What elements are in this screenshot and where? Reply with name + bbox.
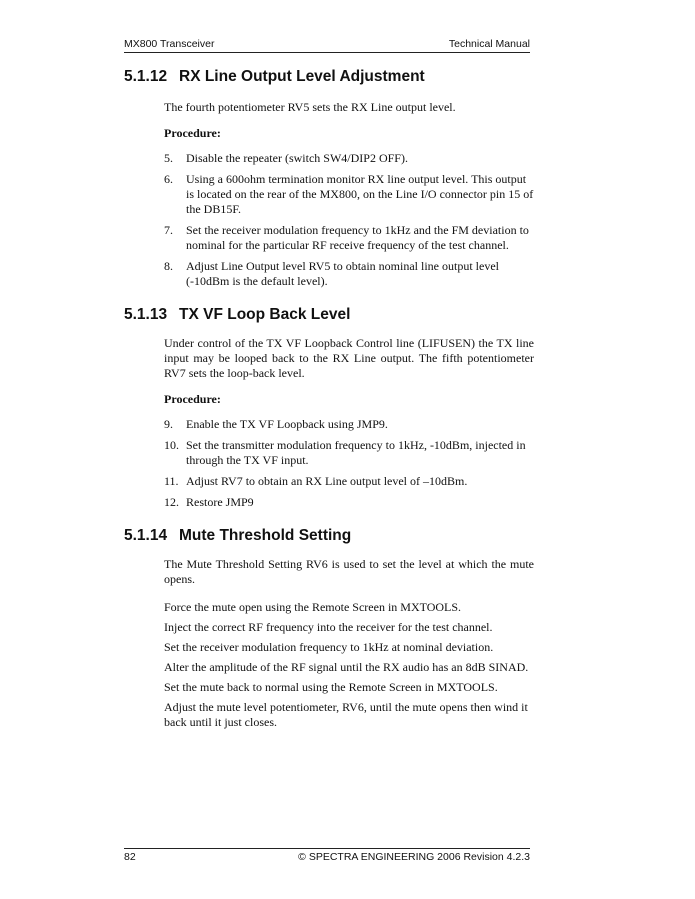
section-tx-vf-loop-back [124,304,534,510]
section-number: 5.1.13 [124,306,168,323]
procedure-step [164,151,534,166]
section-heading [124,525,534,547]
section-number: 5.1.14 [124,527,168,544]
header-manual-type: Technical Manual [448,38,530,50]
step-number: 10. [164,438,179,452]
paragraph: Alter the amplitude of the RF signal until the RX audio has an 8dB SINAD. [164,660,529,674]
step-text: Disable the repeater (switch SW4/DIP2 OFF). [186,151,408,165]
procedure-step [164,259,534,289]
section-mute-threshold [124,525,534,730]
paragraph: Adjust the mute level potentiometer, RV6, until the mute opens then wind it back until it just closes. [164,700,528,729]
section-title: Mute Threshold Setting [179,527,352,544]
procedure-step [164,474,534,489]
section-heading [124,66,534,88]
step-number: 12. [164,495,179,509]
section-title: RX Line Output Level Adjustment [179,68,425,85]
page-header [124,38,530,53]
page-footer [124,848,530,863]
section-title: TX VF Loop Back Level [179,306,351,323]
paragraph: Set the receiver modulation frequency to 1kHz at nominal deviation. [164,640,494,654]
header-document-title: MX800 Transceiver [124,38,215,50]
section-intro: The fourth potentiometer RV5 sets the RX Line output level. [164,100,456,114]
section-number: 5.1.12 [124,68,168,85]
procedure-steps [164,417,534,510]
paragraph: Inject the correct RF frequency into the receiver for the test channel. [164,620,493,634]
step-text: Using a 600ohm termination monitor RX line output level. This output is located on the rear of the MX800, on the Line I/O connector pin 15 of the DB15F. [186,172,534,216]
step-number: 6. [164,172,173,186]
procedure-step [164,438,534,468]
step-text: Set the transmitter modulation frequency to 1kHz, -10dBm, injected in through the TX VF input. [186,438,526,467]
step-number: 7. [164,223,173,237]
procedure-step [164,172,534,217]
procedure-steps [164,151,534,289]
procedure-step [164,223,534,253]
step-text: Enable the TX VF Loopback using JMP9. [186,417,388,431]
step-text: Restore JMP9 [186,495,254,509]
section-heading [124,304,534,326]
step-number: 5. [164,151,173,165]
section-intro: Under control of the TX VF Loopback Control line (LIFUSEN) the TX line input may be looped back to the RX Line output. The fifth potentiometer RV7 sets the loop-back level. [164,336,534,380]
step-text: Adjust RV7 to obtain an RX Line output level of –10dBm. [186,474,468,488]
step-number: 11. [164,474,179,488]
paragraph: Set the mute back to normal using the Remote Screen in MXTOOLS. [164,680,498,694]
step-number: 8. [164,259,173,273]
section-rx-line-output [124,66,534,289]
procedure-label: Procedure: [164,126,221,140]
section-intro: The Mute Threshold Setting RV6 is used to set the level at which the mute opens. [164,557,534,586]
procedure-label: Procedure: [164,392,221,406]
procedure-step [164,417,534,432]
footer-copyright: © SPECTRA ENGINEERING 2006 Revision 4.2.3 [298,851,530,863]
step-text: Adjust Line Output level RV5 to obtain nominal line output level (-10dBm is the default level). [186,259,499,288]
step-number: 9. [164,417,173,431]
page-number: 82 [124,851,136,863]
page-content [124,66,534,735]
paragraph: Force the mute open using the Remote Screen in MXTOOLS. [164,600,462,614]
procedure-step [164,495,534,510]
step-text: Set the receiver modulation frequency to 1kHz and the FM deviation to nominal for the particular RF receive frequency of the test channel. [186,223,529,252]
